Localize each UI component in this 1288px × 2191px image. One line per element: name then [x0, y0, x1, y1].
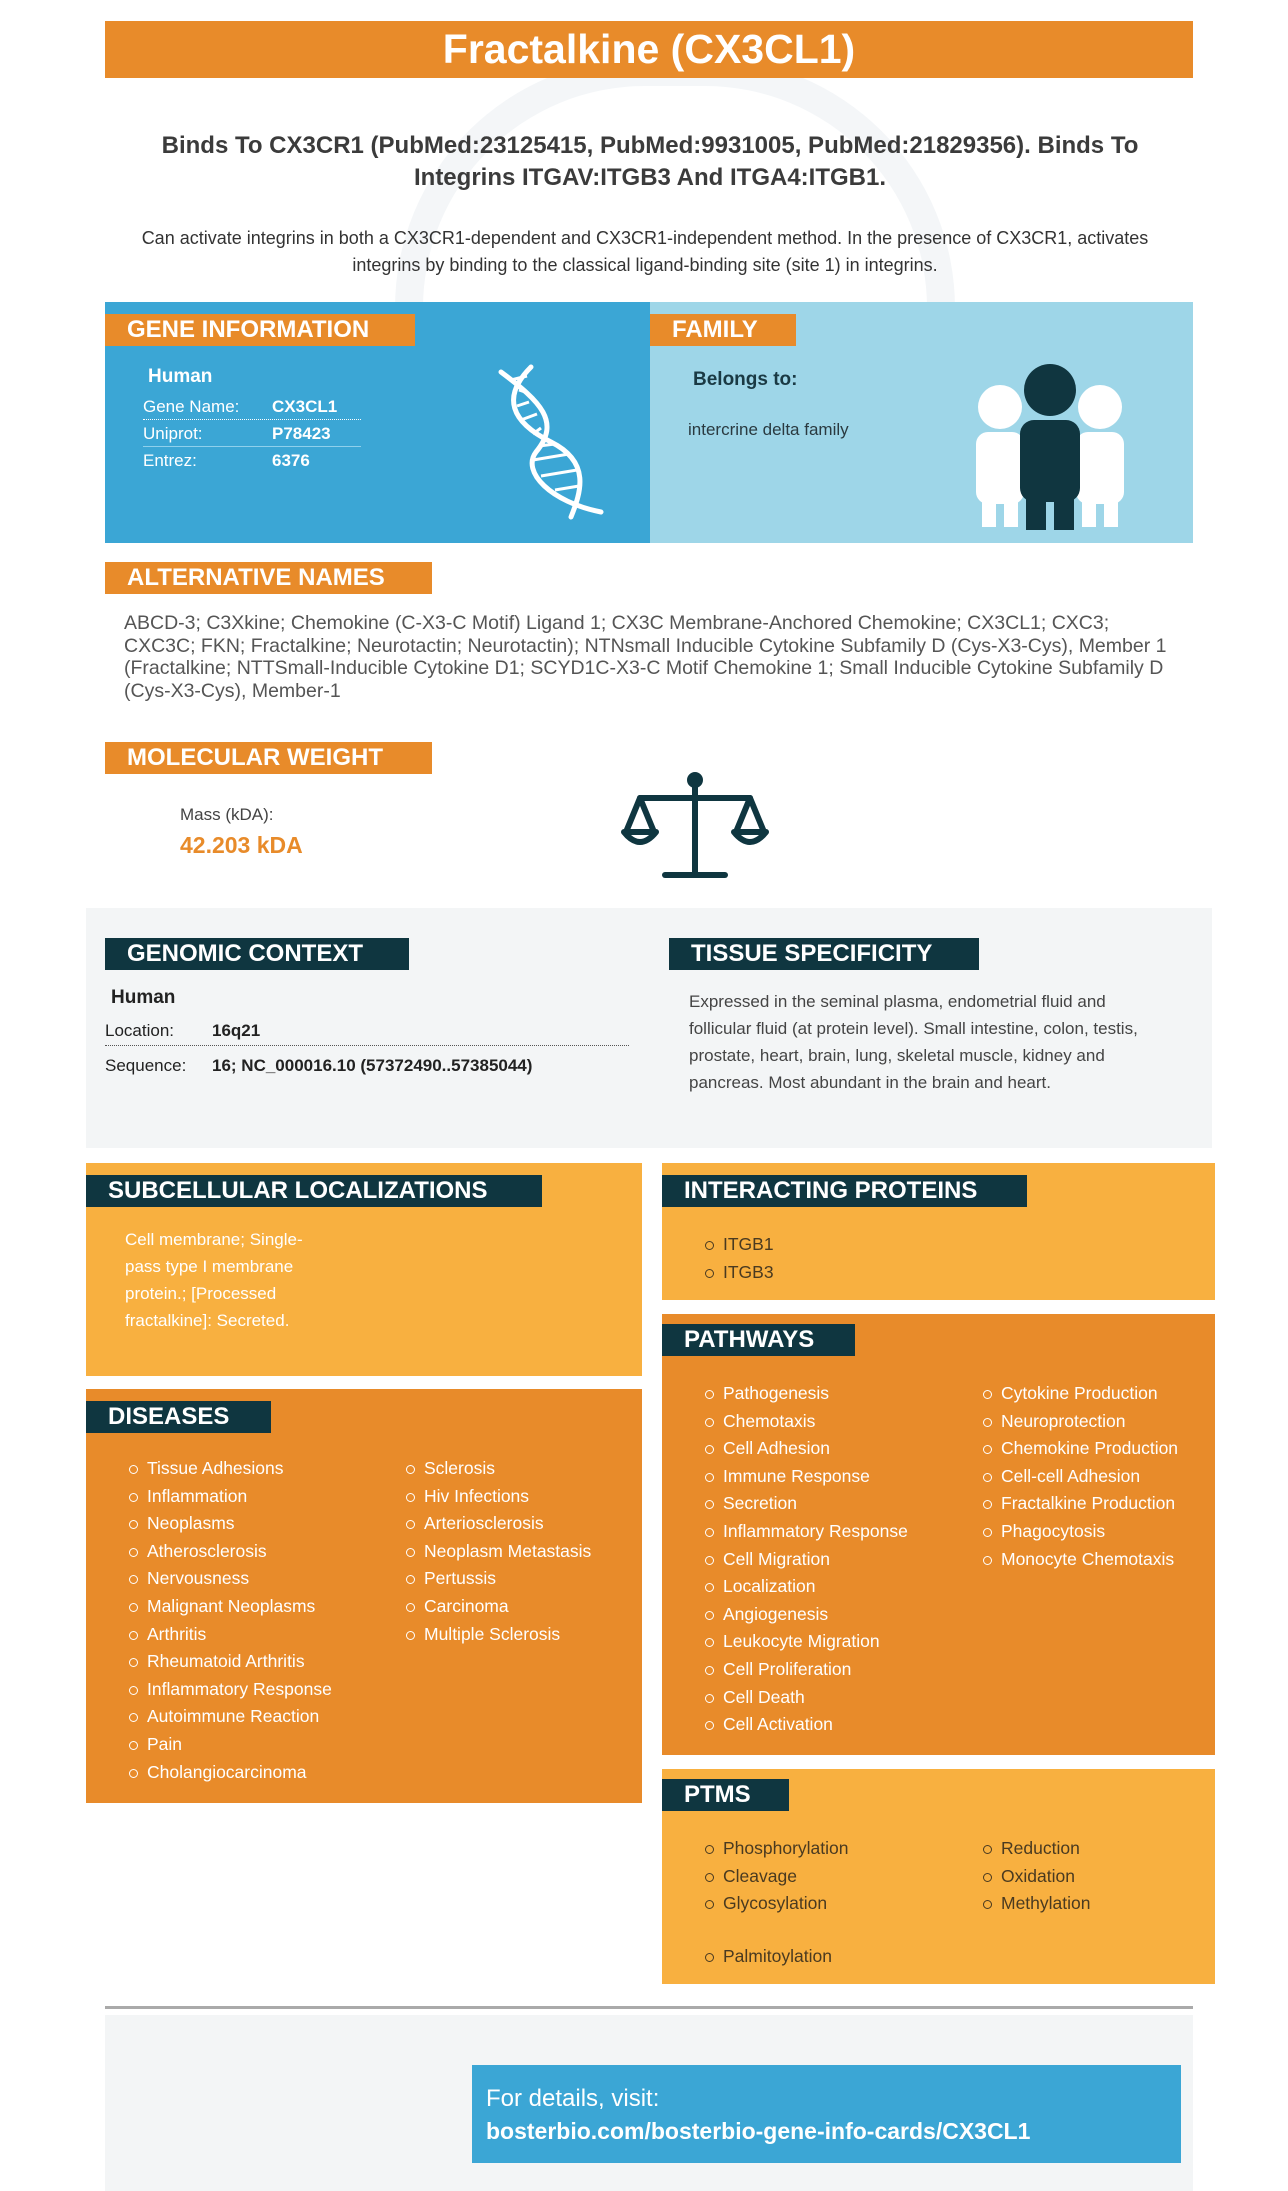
alternative-names-text: ABCD-3; C3Xkine; Chemokine (C-X3-C Motif) Ligand 1; CX3C Membrane-Anchored Chemokine; CX3CL1; CXC3; CXC3C; FKN; Fractalkine; Neurotactin; Neurotactin); NTNsmall Inducible Cytokine Subfamily D (Cys-X3-Cys), Member 1 (Fractalkine; NTTSmall-Inducible Cytokine D1; SCYD1C-X3-C Motif Chemokine 1; Small Inducible Cytokine Subfamily D (Cys-X3-Cys), Member-1 — [124, 612, 1167, 702]
list-item: Monocyte Chemotaxis — [981, 1546, 1178, 1574]
list-item: Localization — [703, 1573, 908, 1601]
belongs-to-label: Belongs to: — [693, 369, 798, 390]
list-item: Fractalkine Production — [981, 1490, 1178, 1518]
diseases-header: DISEASES — [86, 1401, 271, 1433]
interacting-proteins-list — [703, 1231, 774, 1286]
list-item: Angiogenesis — [703, 1601, 908, 1629]
list-item: Cell Proliferation — [703, 1656, 908, 1684]
list-item: Palmitoylation — [703, 1943, 832, 1971]
list-item: Secretion — [703, 1490, 908, 1518]
function-summary: Binds To CX3CR1 (PubMed:23125415, PubMed:9931005, PubMed:21829356). Binds To Integrins ITGAV:ITGB3 And ITGA4:ITGB1. — [161, 132, 1139, 191]
diseases-list-col2 — [404, 1455, 591, 1648]
tissue-specificity-header: TISSUE SPECIFICITY — [669, 938, 979, 970]
list-item: Inflammation — [127, 1483, 332, 1511]
list-item: Neoplasm Metastasis — [404, 1538, 591, 1566]
list-item: Carcinoma — [404, 1593, 591, 1621]
list-item: Cell Adhesion — [703, 1435, 908, 1463]
interacting-proteins-panel — [662, 1163, 1215, 1300]
list-item: Reduction — [981, 1835, 1091, 1863]
details-label: For details, visit: — [486, 2085, 660, 2112]
subcellular-header: SUBCELLULAR LOCALIZATIONS — [86, 1175, 542, 1207]
list-item: Arthritis — [127, 1621, 332, 1649]
list-item: Arteriosclerosis — [404, 1510, 591, 1538]
ptms-list-extra — [703, 1943, 832, 1971]
family-value: intercrine delta family — [688, 420, 849, 439]
dna-icon — [481, 362, 621, 522]
diseases-list-col1 — [127, 1455, 332, 1786]
family-panel — [650, 302, 1193, 543]
list-item: Oxidation — [981, 1863, 1091, 1891]
list-item: Tissue Adhesions — [127, 1455, 332, 1483]
sequence-value: 16; NC_000016.10 (57372490..57385044) — [212, 1056, 533, 1075]
list-item: Inflammatory Response — [127, 1676, 332, 1704]
list-item: Malignant Neoplasms — [127, 1593, 332, 1621]
list-item: Immune Response — [703, 1463, 908, 1491]
list-item: ITGB3 — [703, 1259, 774, 1287]
diseases-panel — [86, 1389, 642, 1803]
list-item: Autoimmune Reaction — [127, 1703, 332, 1731]
list-item: Hiv Infections — [404, 1483, 591, 1511]
list-item: Leukocyte Migration — [703, 1628, 908, 1656]
page-title: Fractalkine (CX3CL1) — [105, 21, 1193, 78]
pathways-header: PATHWAYS — [662, 1324, 855, 1356]
ptms-list-col1 — [703, 1835, 849, 1918]
gene-species: Human — [148, 366, 213, 387]
list-item: Phosphorylation — [703, 1835, 849, 1863]
location-value: 16q21 — [212, 1021, 261, 1040]
interacting-proteins-header: INTERACTING PROTEINS — [662, 1175, 1027, 1207]
ptms-header: PTMS — [662, 1779, 789, 1811]
molecular-weight-header: MOLECULAR WEIGHT — [105, 742, 432, 774]
people-icon — [970, 362, 1130, 532]
location-row: Location: 16q21 — [105, 1016, 629, 1046]
subcellular-text: Cell membrane; Single-pass type I membrane protein.; [Processed fractalkine]: Secreted. — [125, 1230, 303, 1330]
pathways-list-col2 — [981, 1380, 1178, 1573]
list-item: Phagocytosis — [981, 1518, 1178, 1546]
list-item: Chemokine Production — [981, 1435, 1178, 1463]
sequence-row: Sequence: 16; NC_000016.10 (57372490..57385044) — [105, 1051, 629, 1081]
list-item: Pertussis — [404, 1565, 591, 1593]
list-item: Cleavage — [703, 1863, 849, 1891]
list-item: Pain — [127, 1731, 332, 1759]
family-header: FAMILY — [650, 314, 796, 346]
gene-name-row: Gene Name: CX3CL1 — [143, 394, 361, 420]
list-item: Neoplasms — [127, 1510, 332, 1538]
list-item: Rheumatoid Arthritis — [127, 1648, 332, 1676]
list-item: Multiple Sclerosis — [404, 1621, 591, 1649]
list-item: Sclerosis — [404, 1455, 591, 1483]
ptms-panel — [662, 1769, 1215, 1984]
list-item: Cell Death — [703, 1684, 908, 1712]
genomic-context-header: GENOMIC CONTEXT — [105, 938, 409, 970]
list-item: Cholangiocarcinoma — [127, 1759, 332, 1787]
tissue-specificity-text: Expressed in the seminal plasma, endometrial fluid and follicular fluid (at protein level). Small intestine, colon, testis, prostate, heart, brain, lung, skeletal muscle, kidney and pancreas. Most abundant in the brain and heart. — [689, 992, 1138, 1092]
pathways-list-col1 — [703, 1380, 908, 1739]
uniprot-row: Uniprot: P78423 — [143, 421, 361, 447]
list-item: Nervousness — [127, 1565, 332, 1593]
list-item: Pathogenesis — [703, 1380, 908, 1408]
gene-information-panel — [105, 302, 650, 543]
entrez-value: 6376 — [272, 451, 310, 470]
list-item: Neuroprotection — [981, 1408, 1178, 1436]
details-link[interactable]: bosterbio.com/bosterbio-gene-info-cards/CX3CL1 — [486, 2118, 1031, 2144]
footer-divider — [105, 2006, 1193, 2009]
list-item: Cell-cell Adhesion — [981, 1463, 1178, 1491]
list-item: Methylation — [981, 1890, 1091, 1918]
pathways-panel — [662, 1314, 1215, 1755]
function-description: Can activate integrins in both a CX3CR1-dependent and CX3CR1-independent method. In the presence of CX3CR1, activates integrins by binding to the classical ligand-binding site (site 1) in integrins. — [141, 228, 1149, 275]
list-item: Inflammatory Response — [703, 1518, 908, 1546]
ptms-list-col2 — [981, 1835, 1091, 1918]
list-item: Glycosylation — [703, 1890, 849, 1918]
genomic-species: Human — [111, 987, 176, 1008]
list-item: Cell Migration — [703, 1546, 908, 1574]
mass-label: Mass (kDA): — [180, 805, 274, 824]
list-item: Cytokine Production — [981, 1380, 1178, 1408]
mass-value: 42.203 kDA — [180, 832, 303, 858]
entrez-row: Entrez: 6376 — [143, 448, 361, 474]
genomic-tissue-panel — [86, 908, 1212, 1148]
subcellular-panel — [86, 1163, 642, 1376]
list-item: Atherosclerosis — [127, 1538, 332, 1566]
uniprot-value: P78423 — [272, 424, 331, 443]
list-item: Cell Activation — [703, 1711, 908, 1739]
details-link-box[interactable] — [472, 2065, 1181, 2163]
gene-information-header: GENE INFORMATION — [105, 314, 415, 346]
alternative-names-header: ALTERNATIVE NAMES — [105, 562, 432, 594]
list-item: ITGB1 — [703, 1231, 774, 1259]
list-item: Chemotaxis — [703, 1408, 908, 1436]
scale-icon — [620, 770, 770, 890]
gene-name-value: CX3CL1 — [272, 397, 338, 416]
